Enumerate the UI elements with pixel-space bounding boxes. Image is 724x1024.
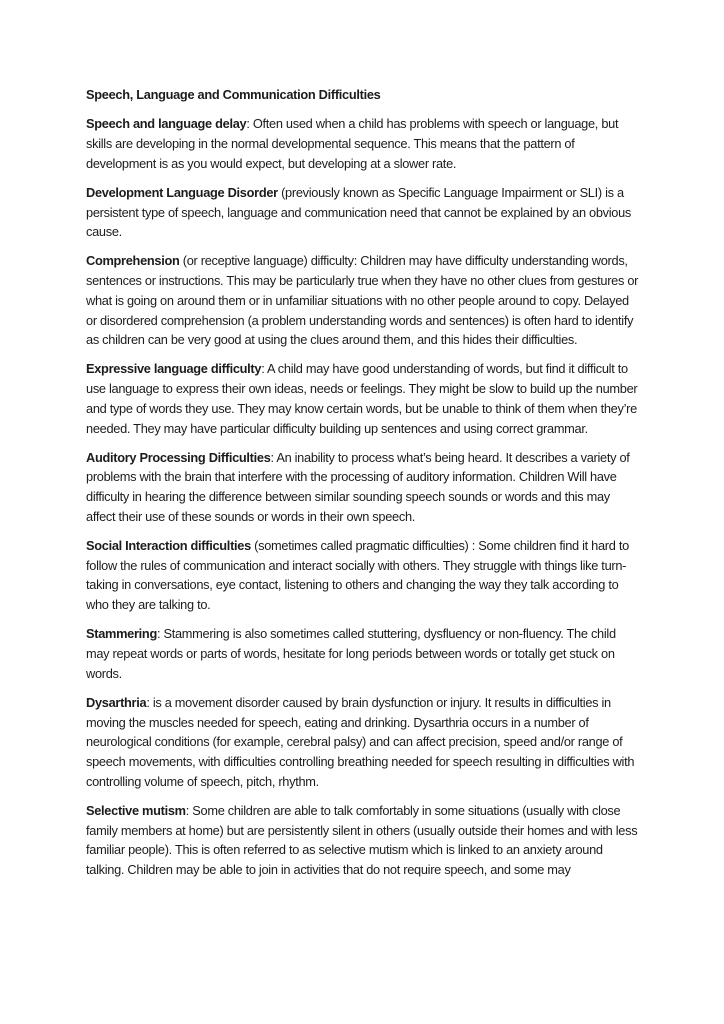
definition-paragraph xyxy=(86,183,639,242)
definition-paragraph xyxy=(86,359,639,438)
term-definition: : A child may have good understanding of words, but find it difficult to use language to express their own ideas, needs or feelings. They might be slow to build up the number and type of words they use. They may know certain words, but be unable to think of them when they’re needed. They may have particular difficulty building up sentences and using correct grammar. xyxy=(86,361,638,436)
term-label: Dysarthria xyxy=(86,694,147,710)
term-label: Auditory Processing Difficulties xyxy=(86,449,271,465)
definition-paragraph xyxy=(86,251,639,350)
term-definition: (or receptive language) difficulty: Children may have difficulty understanding words, sentences or instructions. This may be particularly true when they have no other clues from gestures or what is going on around them or in unfamiliar situations with no other people around to copy. Delayed or disordered comprehension (a problem understanding words and sentences) is often hard to identify as children can be very good at using the clues around them, and this hides their difficulties. xyxy=(86,253,639,348)
term-definition: : Stammering is also sometimes called stuttering, dysfluency or non-fluency. The child may repeat words or parts of words, hesitate for long periods between words or totally get stuck on words. xyxy=(86,626,616,681)
term-definition: (sometimes called pragmatic difficulties) : Some children find it hard to follow the rules of communication and interact socially with others. They struggle with things like turn-taking in conversations, eye contact, listening to others and changing the way they talk according to who they are talking to. xyxy=(86,538,629,613)
term-label: Selective mutism xyxy=(86,803,186,818)
term-label: Stammering xyxy=(86,626,157,642)
definition-paragraph xyxy=(86,624,639,683)
term-definition: : Often used when a child has problems with speech or language, but skills are developing in the normal developmental sequence. This means that the pattern of development is as you would expect, but developing at a slower rate. xyxy=(86,116,619,171)
term-label: Speech and language delay xyxy=(86,116,247,132)
document-title: Speech, Language and Communication Difficulties xyxy=(86,87,381,102)
term-definition: : Some children are able to talk comfortably in some situations (usually with close family members at home) but are persistently silent in others (usually outside their homes and with less familiar people). This is often referred to as selective mutism which is linked to an anxiety around talking. Children may be able to join in activities that do not require speech, and some may xyxy=(86,803,638,878)
term-definition: (previously known as Specific Language Impairment or SLI) is a persistent type of speech, language and communication need that cannot be explained by an obvious cause. xyxy=(86,184,632,240)
term-definition: : An inability to process what’s being heard. It describes a variety of problems with the brain that interfere with the processing of auditory information. Children Will have difficulty in hearing the difference between similar sounding speech sounds or words and this may affect their use of these sounds or words in their own speech. xyxy=(86,449,630,524)
term-label: Social Interaction difficulties xyxy=(86,538,251,554)
term-label: Expressive language difficulty xyxy=(86,361,262,377)
definition-paragraph xyxy=(86,801,639,880)
definition-paragraph xyxy=(86,536,639,615)
term-label: Development Language Disorder xyxy=(86,184,278,200)
definition-paragraph xyxy=(86,448,639,527)
definition-paragraph xyxy=(86,693,639,792)
term-label: Comprehension xyxy=(86,253,180,269)
term-definition: : is a movement disorder caused by brain dysfunction or injury. It results in difficulties in moving the muscles needed for speech, eating and drinking. Dysarthria occurs in a number of neurological conditions (for example, cerebral palsy) and can affect precision, speed and/or range of speech movements, with difficulties controlling breathing needed for speech resulting in difficulties with controlling volume of speech, pitch, rhythm. xyxy=(86,694,635,789)
definition-paragraph xyxy=(86,114,639,173)
definitions-list xyxy=(86,114,639,880)
